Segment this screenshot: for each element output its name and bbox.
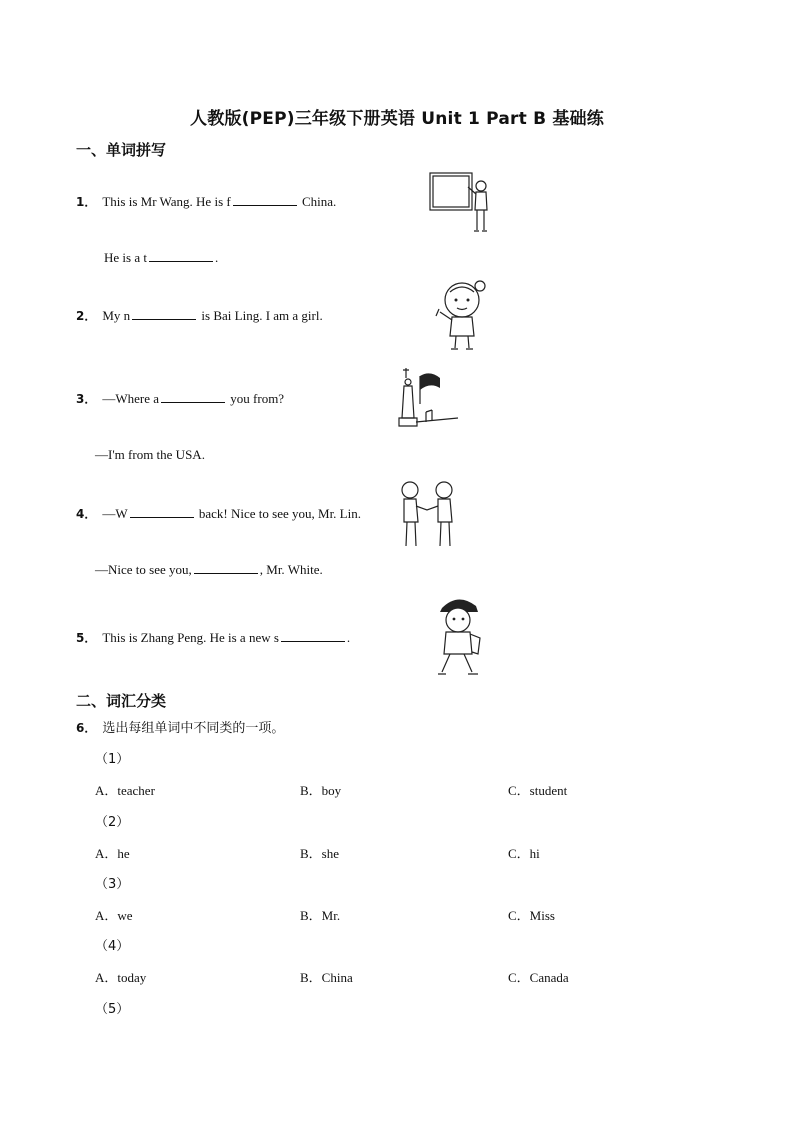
answer-blank[interactable]: [194, 563, 258, 574]
question-text: —Where a: [102, 391, 160, 406]
page-title: 人教版(PEP)三年级下册英语 Unit 1 Part B 基础练: [190, 109, 604, 129]
subquestion-label: （3）: [95, 877, 130, 892]
option-a[interactable]: A．we: [95, 908, 133, 923]
question-text: 选出每组单词中不同类的一项。: [102, 721, 285, 736]
answer-blank[interactable]: [281, 631, 345, 642]
answer-blank[interactable]: [130, 507, 194, 518]
option-a[interactable]: A．teacher: [95, 783, 155, 798]
question-3-line-2: —I'm from the USA.: [95, 447, 205, 462]
answer-blank[interactable]: [161, 392, 225, 403]
question-number: 1．: [76, 195, 97, 209]
option-a[interactable]: A．he: [95, 846, 130, 861]
question-4-line-1: [76, 505, 361, 522]
section-heading-classification: 二、词汇分类: [76, 692, 167, 710]
question-number: 3．: [76, 392, 97, 406]
answer-blank[interactable]: [132, 309, 196, 320]
subquestion-label: （5）: [95, 1002, 130, 1017]
schoolboy-illustration: [434, 594, 486, 678]
teacher-blackboard-illustration: [428, 170, 494, 236]
question-text: China.: [301, 194, 337, 209]
question-1-line-1: [76, 193, 336, 210]
statue-of-liberty-flag-illustration: [396, 366, 462, 432]
option-c[interactable]: C．Miss: [508, 908, 555, 923]
question-text: —W: [102, 506, 128, 521]
handshake-illustration: [396, 476, 462, 552]
question-text: .: [214, 250, 219, 265]
question-text: back! Nice to see you, Mr. Lin.: [198, 506, 361, 521]
question-text: My n: [102, 308, 131, 323]
question-text: This is Mr Wang. He is f: [102, 194, 231, 209]
question-5-line-1: [76, 629, 350, 646]
question-number: 5．: [76, 631, 97, 645]
option-c[interactable]: C．hi: [508, 846, 540, 861]
question-text: This is Zhang Peng. He is a new s: [102, 630, 279, 645]
question-number: 4．: [76, 507, 97, 521]
option-a[interactable]: A．today: [95, 970, 147, 985]
girl-waving-illustration: [430, 276, 492, 352]
option-b[interactable]: B．Mr.: [300, 908, 341, 923]
question-2-line-1: [76, 307, 323, 324]
option-b[interactable]: B．she: [300, 846, 340, 861]
subquestion-label: （4）: [95, 939, 130, 954]
subquestion-label: （2）: [95, 815, 130, 830]
subquestion-label: （1）: [95, 752, 130, 767]
section-heading-spelling: 一、单词拼写: [76, 141, 167, 159]
question-1-line-2: [104, 250, 218, 266]
question-6-prompt: [76, 717, 284, 736]
question-text: , Mr. White.: [259, 562, 323, 577]
question-number: 2．: [76, 309, 97, 323]
option-b[interactable]: B．boy: [300, 783, 342, 798]
question-number: 6．: [76, 721, 97, 735]
answer-blank[interactable]: [149, 251, 213, 262]
question-3-line-1: [76, 390, 284, 407]
question-text: .: [346, 630, 351, 645]
answer-blank[interactable]: [233, 195, 297, 206]
question-text: He is a t: [104, 250, 147, 265]
question-4-line-2: [95, 562, 323, 578]
question-text: —Nice to see you,: [95, 562, 192, 577]
option-c[interactable]: C．Canada: [508, 970, 569, 985]
option-c[interactable]: C．student: [508, 783, 568, 798]
question-text: is Bai Ling. I am a girl.: [201, 308, 323, 323]
option-b[interactable]: B．China: [300, 970, 353, 985]
question-text: you from?: [230, 391, 285, 406]
